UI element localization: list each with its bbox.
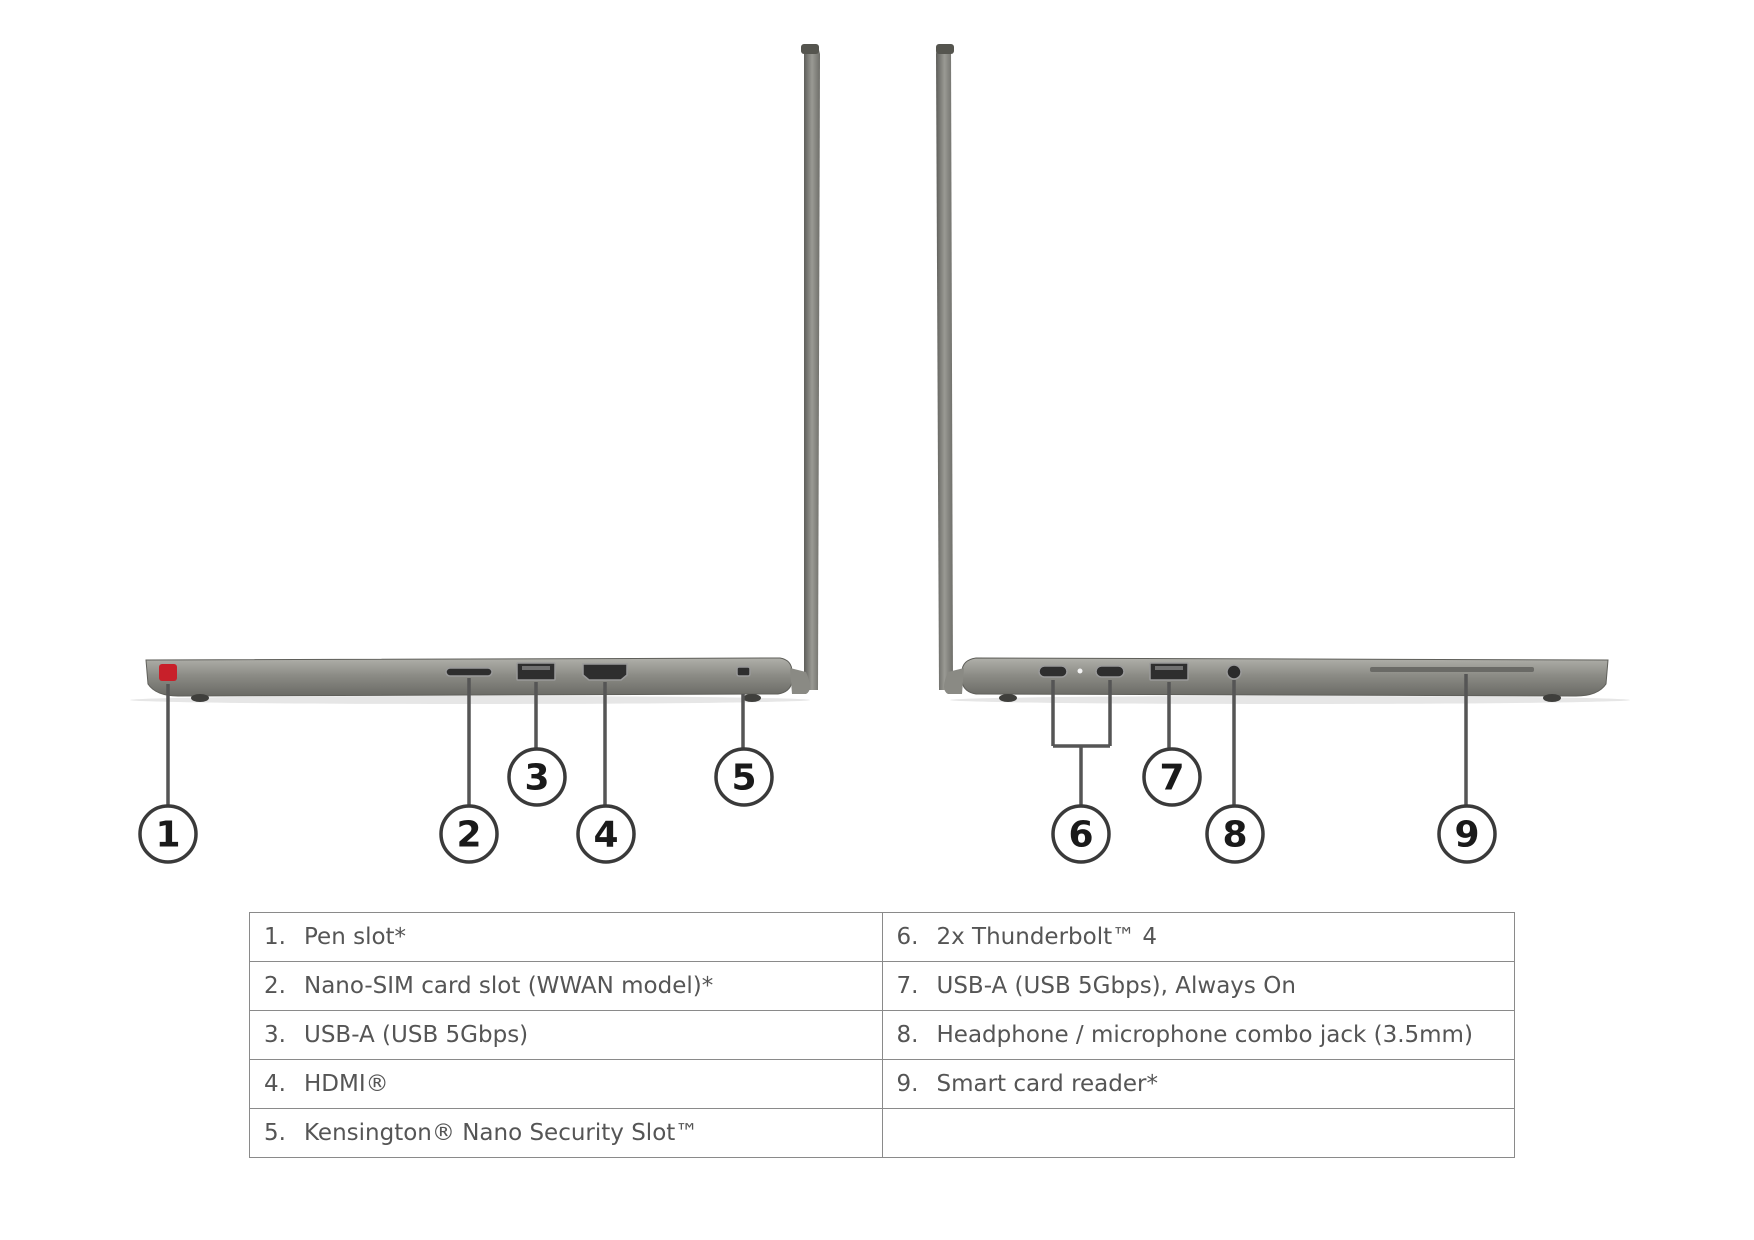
pen-slot-icon [159,664,177,681]
callout-8 [1207,806,1263,862]
legend-number: 4. [264,1071,286,1097]
callout-5 [716,749,772,805]
legend-number: 1. [264,924,286,950]
svg-text:3: 3 [524,757,550,799]
legend-cell [882,1060,1515,1109]
legend-label: HDMI® [304,1071,389,1097]
laptop-right-side-view [936,44,1630,704]
audio-jack-icon [1227,665,1241,679]
legend-label: Smart card reader* [936,1071,1158,1097]
port-legend-table [249,912,1515,1158]
table-row [250,1011,1515,1060]
legend-number: 9. [896,1071,919,1097]
legend-number: 6. [896,924,919,950]
svg-text:5: 5 [731,757,757,799]
thunderbolt-port-icon [1039,666,1067,677]
legend-number: 2. [264,973,286,999]
nano-sim-slot-icon [446,668,492,676]
table-row [250,962,1515,1011]
legend-label: Kensington® Nano Security Slot™ [304,1120,699,1146]
table-row [250,1109,1515,1158]
legend-cell [250,1011,883,1060]
legend-label: Headphone / microphone combo jack (3.5mm) [936,1022,1473,1048]
legend-number: 5. [264,1120,286,1146]
table-row [250,913,1515,962]
legend-cell [250,962,883,1011]
callout-3 [509,749,565,805]
legend-cell [882,1011,1515,1060]
hdmi-port-icon [583,664,627,680]
svg-text:7: 7 [1159,757,1185,799]
legend-label: USB-A (USB 5Gbps), Always On [936,973,1296,999]
legend-label: Nano-SIM card slot (WWAN model)* [304,973,714,999]
callout-1 [140,806,196,862]
legend-cell-empty [882,1109,1515,1158]
legend-label: Pen slot* [304,924,407,950]
svg-text:8: 8 [1222,814,1248,856]
legend-cell [882,913,1515,962]
callout-7 [1144,749,1200,805]
thunderbolt-port-icon [1096,666,1124,677]
legend-label: 2x Thunderbolt™ 4 [936,924,1158,950]
svg-text:4: 4 [593,814,619,856]
legend-number: 7. [896,973,919,999]
callout-4 [578,806,634,862]
legend-number: 8. [896,1022,919,1048]
smart-card-reader-icon [1370,667,1534,672]
callout-2 [441,806,497,862]
laptop-left-side-view [130,44,820,704]
callout-6 [1053,806,1109,862]
legend-cell [250,913,883,962]
legend-cell [250,1060,883,1109]
usb-a-always-on-port-icon [1150,663,1188,680]
kensington-slot-icon [737,667,750,676]
usb-a-port-icon [517,663,555,680]
legend-number: 3. [264,1022,286,1048]
callout-9 [1439,806,1495,862]
table-row [250,1060,1515,1109]
legend-label: USB-A (USB 5Gbps) [304,1022,529,1048]
svg-text:2: 2 [456,814,482,856]
svg-text:6: 6 [1068,814,1094,856]
legend-cell [882,962,1515,1011]
svg-text:9: 9 [1454,814,1480,856]
legend-cell [250,1109,883,1158]
svg-text:1: 1 [155,814,181,856]
